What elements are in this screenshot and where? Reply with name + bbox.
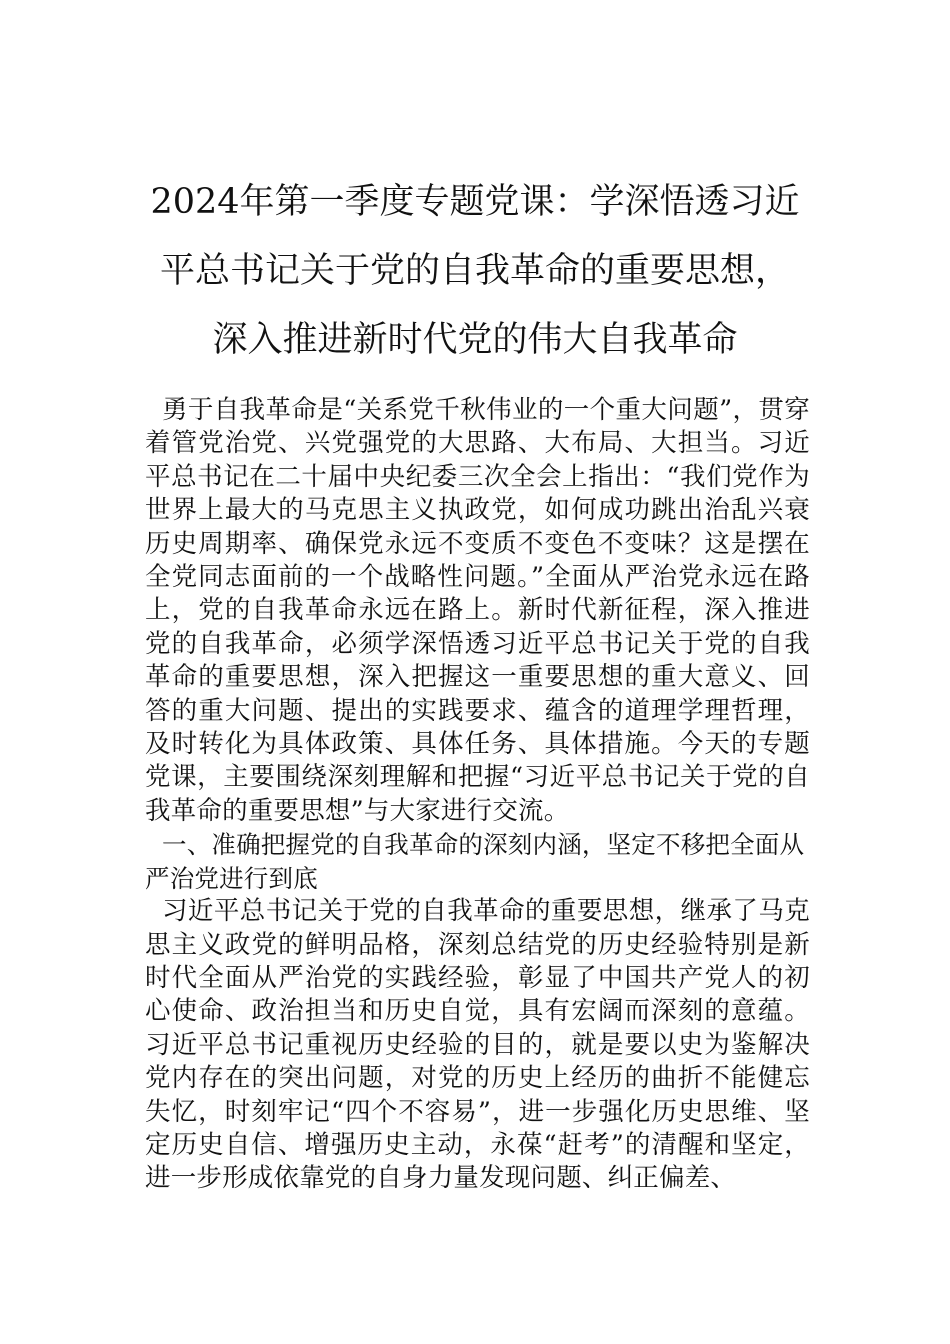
intro-paragraph: 勇于自我革命是“关系党千秋伟业的一个重大问题”，贯穿着管党治党、兴党强党的大思路、大布局、大担当。习近平总书记在二十届中央纪委三次全会上指出：“我们党作为世界上最大的马克思主义执政党，如何成功跳出治乱兴衰历史周期率、确保党永远不变质不变色不变味？这是摆在全党同志面前的一个战略性问题。”全面从严治党永远在路上，党的自我革命永远在路上。新时代新征程，深入推进党的自我革命，必须学深悟透习近平总书记关于党的自我革命的重要思想，深入把握这一重要思想的重大意义、回答的重大问题、提出的实践要求、蕴含的道理学理哲理，及时转化为具体政策、具体任务、具体措施。今天的专题党课，主要围绕深刻理解和把握“习近平总书记关于党的自我革命的重要思想”与大家进行交流。 [145, 395, 810, 826]
section-paragraph-1: 习近平总书记关于党的自我革命的重要思想，继承了马克思主义政党的鲜明品格，深刻总结党的历史经验特别是新时代全面从严治党的实践经验，彰显了中国共产党人的初心使命、政治担当和历史自觉，具有宏阔而深刻的意蕴。习近平总书记重视历史经验的目的，就是要以史为鉴解决党内存在的突出问题，对党的历史上经历的曲折不能健忘失忆，时刻牢记“四个不容易”，进一步强化历史思维、坚定历史自信、增强历史主动，永葆“赶考”的清醒和坚定，进一步形成依靠党的自身力量发现问题、纠正偏差、 [145, 896, 810, 1194]
document-title [140, 168, 810, 375]
title-line-2: 平总书记关于党的自我革命的重要思想， [159, 251, 790, 291]
title-line-3: 深入推进新时代党的伟大自我革命 [212, 320, 738, 360]
section-heading-1: 一、准确把握党的自我革命的深刻内涵，坚定不移把全面从严治党进行到底 [145, 830, 805, 893]
document-body [145, 394, 810, 1196]
title-line-1: 2024年第一季度专题党课：学深悟透习近 [150, 182, 800, 222]
